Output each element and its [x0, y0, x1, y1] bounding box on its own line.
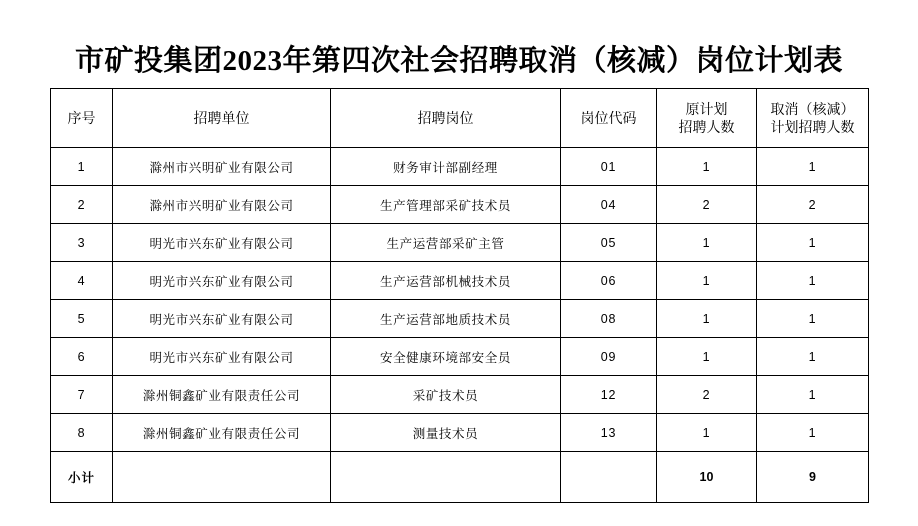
cell-unit: 滁州铜鑫矿业有限责任公司	[113, 414, 331, 452]
table-row	[51, 300, 869, 338]
total-post-empty	[331, 452, 561, 503]
cell-cancelled-count: 1	[757, 148, 869, 186]
table-row	[51, 414, 869, 452]
cell-index: 8	[51, 414, 113, 452]
cell-code: 05	[561, 224, 657, 262]
table-header-row	[51, 89, 869, 148]
total-label: 小计	[51, 452, 113, 503]
total-code-empty	[561, 452, 657, 503]
cell-original-count: 1	[657, 148, 757, 186]
table-row	[51, 376, 869, 414]
column-header-original-count	[657, 89, 757, 148]
cell-unit: 滁州市兴明矿业有限公司	[113, 148, 331, 186]
cell-cancelled-count: 1	[757, 262, 869, 300]
cell-cancelled-count: 1	[757, 300, 869, 338]
column-header-original-count-line1: 原计划	[685, 100, 728, 117]
cell-unit: 明光市兴东矿业有限公司	[113, 262, 331, 300]
cell-unit: 明光市兴东矿业有限公司	[113, 224, 331, 262]
cell-post: 采矿技术员	[331, 376, 561, 414]
column-header-code: 岗位代码	[561, 89, 657, 148]
cell-unit: 滁州铜鑫矿业有限责任公司	[113, 376, 331, 414]
cell-post: 测量技术员	[331, 414, 561, 452]
cell-original-count: 2	[657, 186, 757, 224]
column-header-unit: 招聘单位	[113, 89, 331, 148]
cell-cancelled-count: 1	[757, 224, 869, 262]
cell-original-count: 1	[657, 224, 757, 262]
recruitment-plan-table	[50, 88, 869, 503]
cell-original-count: 2	[657, 376, 757, 414]
total-unit-empty	[113, 452, 331, 503]
cell-cancelled-count: 2	[757, 186, 869, 224]
cell-code: 08	[561, 300, 657, 338]
cell-post: 生产运营部地质技术员	[331, 300, 561, 338]
cell-code: 13	[561, 414, 657, 452]
cell-post: 安全健康环境部安全员	[331, 338, 561, 376]
cell-cancelled-count: 1	[757, 338, 869, 376]
cell-unit: 明光市兴东矿业有限公司	[113, 300, 331, 338]
total-original-count: 10	[657, 452, 757, 503]
table-row	[51, 148, 869, 186]
cell-original-count: 1	[657, 414, 757, 452]
cell-unit: 明光市兴东矿业有限公司	[113, 338, 331, 376]
table-row	[51, 224, 869, 262]
cell-index: 6	[51, 338, 113, 376]
column-header-cancelled-count-line2: 计划招聘人数	[770, 119, 855, 135]
cell-original-count: 1	[657, 262, 757, 300]
cell-code: 01	[561, 148, 657, 186]
column-header-original-count-line2: 招聘人数	[678, 119, 735, 135]
cell-post: 生产管理部采矿技术员	[331, 186, 561, 224]
cell-original-count: 1	[657, 300, 757, 338]
column-header-cancelled-count-line1: 取消（核减）	[770, 100, 855, 117]
cell-index: 5	[51, 300, 113, 338]
cell-index: 1	[51, 148, 113, 186]
cell-code: 04	[561, 186, 657, 224]
cell-index: 3	[51, 224, 113, 262]
cell-index: 2	[51, 186, 113, 224]
column-header-post: 招聘岗位	[331, 89, 561, 148]
table-row	[51, 262, 869, 300]
table-row	[51, 338, 869, 376]
cell-index: 7	[51, 376, 113, 414]
cell-index: 4	[51, 262, 113, 300]
total-cancelled-count: 9	[757, 452, 869, 503]
cell-cancelled-count: 1	[757, 414, 869, 452]
cell-unit: 滁州市兴明矿业有限公司	[113, 186, 331, 224]
page-title: 市矿投集团2023年第四次社会招聘取消（核减）岗位计划表	[74, 45, 843, 77]
cell-original-count: 1	[657, 338, 757, 376]
column-header-index: 序号	[51, 89, 113, 148]
table-total-row	[51, 452, 869, 503]
cell-cancelled-count: 1	[757, 376, 869, 414]
cell-post: 生产运营部机械技术员	[331, 262, 561, 300]
column-header-cancelled-count	[757, 89, 869, 148]
cell-code: 12	[561, 376, 657, 414]
cell-post: 财务审计部副经理	[331, 148, 561, 186]
table-row	[51, 186, 869, 224]
cell-code: 09	[561, 338, 657, 376]
plan-table-container	[50, 88, 868, 503]
cell-code: 06	[561, 262, 657, 300]
cell-post: 生产运营部采矿主管	[331, 224, 561, 262]
